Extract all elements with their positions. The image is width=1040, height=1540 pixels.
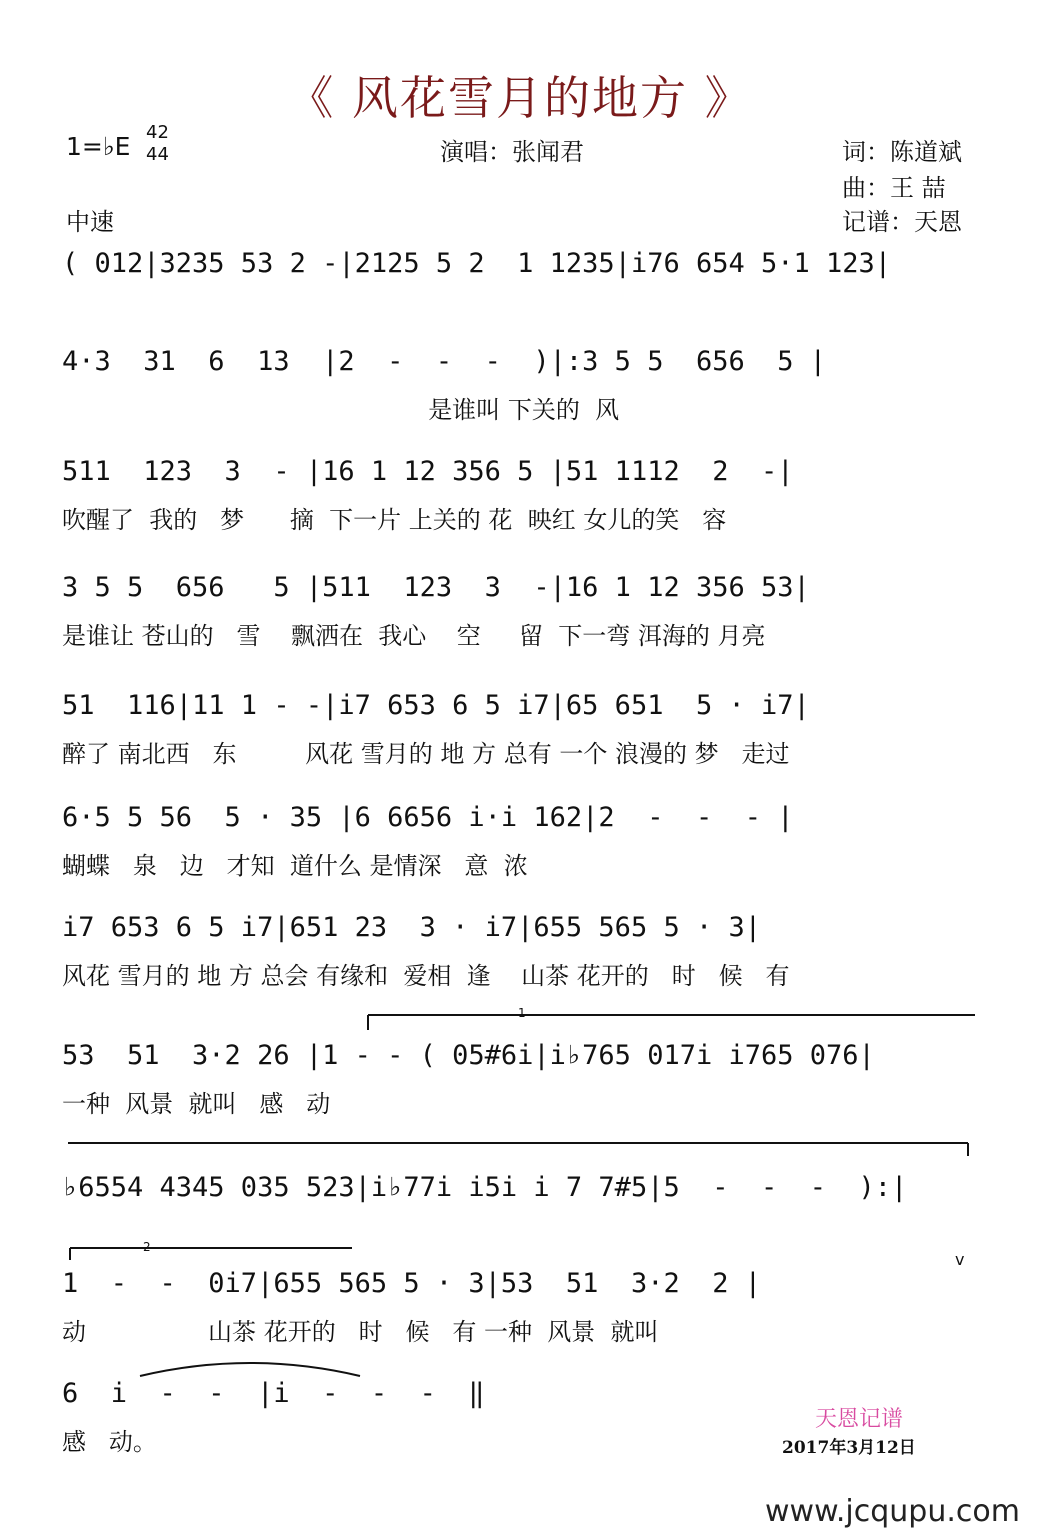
lyric-row: 是谁让 苍山的 雪 飘洒在 我心 空 留 下一弯 洱海的 月亮 [62,622,766,650]
lyric-row: 蝴蝶 泉 边 才知 道什么 是情深 意 浓 [62,852,528,880]
notation-row: 4·3 31 6 13 |2 - - - )|:3 5 5 656 5 | [62,346,827,377]
notation-row: 53 51 3·2 26 |1 - - ( 05#6i|i♭765 017i i765 076| [62,1040,875,1071]
transcription-date: 2017年3月12日 [782,1438,916,1458]
notation-row: ♭6554 4345 035 523|i♭77i i5i i 7 7#5|5 - - - ):| [62,1172,908,1203]
lyric-row: 风花 雪月的 地 方 总会 有缘和 爱相 逢 山茶 花开的 时 候 有 [62,962,790,990]
lyric-row: 醉了 南北西 东 风花 雪月的 地 方 总有 一个 浪漫的 梦 走过 [62,740,790,768]
breath-mark: v [955,1250,965,1269]
notation-row: 1 - - 0i7|655 565 5 · 3|53 51 3·2 2 | [62,1268,761,1299]
notation-row: i7 653 6 5 i7|651 23 3 · i7|655 565 5 · 3| [62,912,761,943]
singer-credit: 演唱：张闻君 [440,138,584,166]
lyricist-credit: 词：陈道斌 [842,138,962,166]
key-signature: 1=♭E [66,132,131,161]
volta-1-label: 1 [518,1006,526,1020]
notation-row: 511 123 3 - |16 1 12 356 5 |51 1112 2 -| [62,456,794,487]
lyric-row: 感 动。 [62,1428,157,1456]
lyric-row: 动 山茶 花开的 时 候 有 一种 风景 就叫 [62,1318,659,1346]
lyric-row: 是谁叫 下关的 风 [62,396,620,424]
transcriber-stamp: 天恩记谱 [815,1407,904,1432]
notation-row: 6 i - - |i - - - ‖ [62,1378,485,1409]
song-title: 《 风花雪月的地方 》 [287,71,753,125]
lyric-row: 吹醒了 我的 梦 摘 下一片 上关的 花 映红 女儿的笑 容 [62,506,727,534]
notation-row: 3 5 5 656 5 |511 123 3 -|16 1 12 356 53| [62,572,810,603]
website-watermark: www.jcqupu.com [765,1494,1020,1529]
tempo-marking: 中速 [66,208,114,236]
lyric-row: 一种 风景 就叫 感 动 [62,1090,331,1118]
composer-credit: 曲：王 喆 [842,174,946,202]
volta-2-label: 2 [143,1240,151,1254]
notation-row: ( 012|3235 53 2 -|2125 5 2 1 1235|i76 654 5·1 123| [62,248,892,279]
time-signature-bottom: 44 [146,144,169,165]
time-signature-top: 42 [146,122,169,143]
notation-row: 6·5 5 56 5 · 35 |6 6656 i·i 162|2 - - - | [62,802,794,833]
transcriber-credit: 记谱：天恩 [842,208,962,236]
notation-row: 51 116|11 1 - -|i7 653 6 5 i7|65 651 5 · i7| [62,690,810,721]
